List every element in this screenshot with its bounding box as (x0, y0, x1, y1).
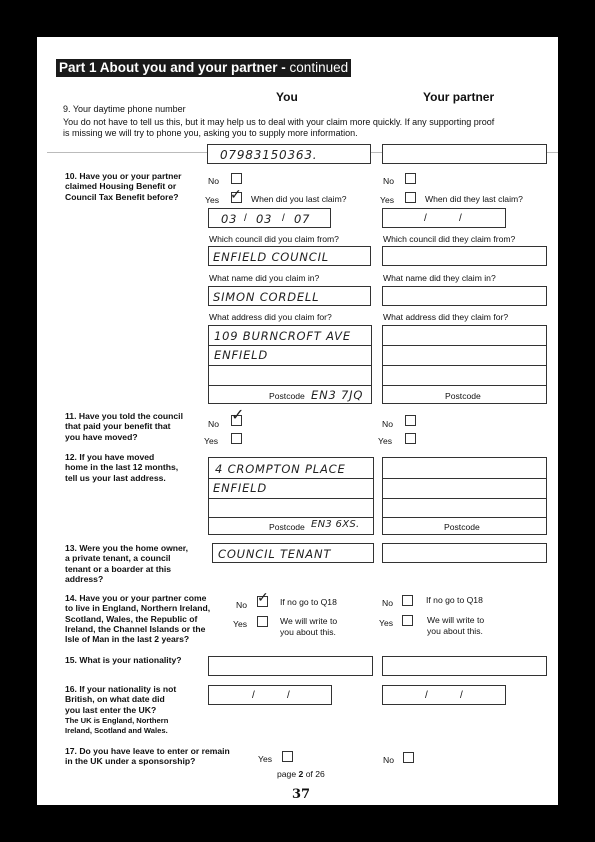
q16-note (65, 716, 168, 736)
address-line-rule (383, 498, 546, 499)
q17-line-1: 17. Do you have leave to enter or remain (65, 746, 230, 756)
q12-line-1: 12. If you have moved (65, 452, 155, 462)
q10-line-3: Council Tax Benefit before? (65, 191, 179, 202)
q10-you-yes-label: Yes (205, 195, 220, 205)
q10-you-yes-tick: ✓ (230, 186, 242, 202)
q10-partner-date-field[interactable] (382, 208, 506, 228)
address-line-rule (209, 365, 371, 366)
date-sep: / (460, 690, 463, 701)
date-sep: / (252, 690, 255, 701)
q16-note-line-1: The UK is England, Northern (65, 716, 169, 725)
q16-line-2: British, on what date did (65, 694, 165, 705)
q12-postcode-value: EN3 6XS. (311, 519, 360, 530)
q14-question (65, 593, 210, 644)
address-line-rule (209, 345, 371, 346)
address-line-rule (209, 498, 373, 499)
q13-question (65, 543, 188, 584)
q10-partner-yes-checkbox[interactable] (405, 192, 416, 203)
q11-you-yes-label: Yes (204, 436, 219, 446)
q10-when-partner-label: When did they last claim? (425, 194, 523, 204)
q10-partner-yes-label: Yes (380, 195, 395, 205)
q9-you-phone-value: 07983150363. (220, 148, 318, 162)
form-page (37, 37, 558, 805)
section-continued: continued (289, 60, 349, 75)
page-number (277, 769, 325, 779)
address-line-rule (209, 517, 373, 518)
q10-council-partner-label: Which council did they claim from? (383, 234, 516, 244)
address-line-rule (383, 517, 546, 518)
page-num: 2 (298, 769, 304, 779)
column-you: You (276, 90, 298, 104)
q11-line-3: you have moved? (65, 431, 138, 442)
q11-partner-yes-checkbox[interactable] (405, 433, 416, 444)
postcode-label: Postcode (444, 522, 480, 532)
q10-you-council-value: ENFIELD COUNCIL (213, 250, 329, 264)
q13-you-value: COUNCIL TENANT (218, 547, 332, 561)
q14-you-will-write-1: We will write to (280, 616, 338, 626)
date-sep: / (287, 690, 290, 701)
q11-line-2: that paid your benefit that (65, 421, 171, 432)
q14-you-yes-label: Yes (233, 619, 248, 629)
q14-you-if-no-text: If no go to Q18 (280, 597, 337, 607)
q12-question (65, 452, 178, 483)
q14-line-3: Scotland, Wales, the Republic of (65, 613, 198, 624)
q14-line-4: Ireland, the Channel Islands or the (65, 623, 206, 634)
q17-partner-no-checkbox[interactable] (403, 752, 414, 763)
q10-line-2: claimed Housing Benefit or (65, 181, 177, 192)
page-prefix: page (277, 769, 297, 779)
q10-you-council-field[interactable] (208, 246, 371, 266)
q12-line-2: home in the last 12 months, (65, 462, 179, 473)
date-sep: / (282, 213, 285, 224)
q15-you-field[interactable] (208, 656, 373, 676)
q10-addr-you-label: What address did you claim for? (209, 312, 332, 322)
postcode-label: Postcode (269, 522, 305, 532)
q12-address-line-1: 4 CROMPTON PLACE (215, 462, 346, 476)
date-sep: / (244, 213, 247, 224)
q14-partner-no-checkbox[interactable] (402, 595, 413, 606)
q13-line-4: address? (65, 573, 104, 584)
q13-partner-field[interactable] (382, 543, 547, 563)
q10-when-you-label: When did you last claim? (251, 194, 347, 204)
q12-partner-address-field[interactable] (382, 457, 547, 535)
q17-you-yes-label: Yes (258, 754, 273, 764)
q17-line-2: in the UK under a sponsorship? (65, 756, 196, 767)
q10-you-postcode-value: EN3 7JQ (311, 388, 364, 402)
q11-you-no-tick: ✓ (231, 407, 245, 424)
q10-question (65, 171, 182, 202)
q17-question (65, 746, 230, 767)
q16-line-1: 16. If your nationality is not (65, 684, 177, 694)
q13-line-1: 13. Were you the home owner, (65, 543, 189, 553)
q11-partner-yes-label: Yes (378, 436, 393, 446)
date-sep: / (459, 213, 462, 224)
q14-partner-yes-checkbox[interactable] (402, 615, 413, 626)
section-title: Part 1 About you and your partner - (59, 60, 286, 75)
q13-line-2: a private tenant, a council (65, 553, 171, 564)
q11-partner-no-label: No (382, 419, 393, 429)
q10-you-address-line-1: 109 BURNCROFT AVE (214, 329, 351, 343)
q9-desc-2: is missing we will try to phone you, asking you to supply more information. (63, 128, 358, 138)
q14-partner-will-write-2: you about this. (427, 626, 483, 636)
address-line-rule (209, 478, 373, 479)
date-sep: / (425, 690, 428, 701)
q10-name-you-label: What name did you claim in? (209, 273, 320, 283)
postcode-label: Postcode (445, 391, 481, 401)
q13-you-field[interactable] (212, 543, 374, 563)
date-day: 03 (221, 212, 238, 226)
q12-address-line-2: ENFIELD (213, 481, 268, 495)
page-stamp: 37 (292, 787, 311, 802)
q10-partner-no-label: No (383, 176, 394, 186)
q14-partner-no-label: No (382, 598, 393, 608)
address-line-rule (383, 385, 546, 386)
q17-partner-no-label: No (383, 755, 394, 765)
q11-question (65, 411, 183, 442)
q14-partner-if-no-text: If no go to Q18 (426, 595, 483, 605)
q11-you-yes-checkbox[interactable] (231, 433, 242, 444)
q10-name-partner-label: What name did they claim in? (383, 273, 496, 283)
date-year: 07 (294, 212, 311, 226)
q14-partner-will-write-1: We will write to (427, 615, 485, 625)
q14-line-1: 14. Have you or your partner come (65, 593, 207, 603)
q9-you-phone-field[interactable] (207, 144, 371, 164)
q15-question: 15. What is your nationality? (65, 655, 182, 665)
q16-note-line-2: Ireland, Scotland and Wales. (65, 726, 168, 735)
q16-line-3: you last enter the UK? (65, 704, 157, 715)
q10-you-address-line-2: ENFIELD (214, 348, 269, 362)
q11-you-no-label: No (208, 419, 219, 429)
address-line-rule (383, 345, 546, 346)
q11-line-1: 11. Have you told the council (65, 411, 183, 421)
q10-you-address-field[interactable] (208, 325, 372, 404)
q14-you-no-tick: ✓ (257, 589, 269, 605)
q14-you-will-write-2: you about this. (280, 627, 336, 637)
q10-line-1: 10. Have you or your partner (65, 171, 182, 181)
q17-you-yes-checkbox[interactable] (282, 751, 293, 762)
column-partner: Your partner (423, 90, 495, 104)
q10-you-name-field[interactable] (208, 286, 371, 306)
date-month: 03 (256, 212, 273, 226)
q14-partner-yes-label: Yes (379, 618, 394, 628)
q14-line-2: to live in England, Northern Ireland, (65, 603, 211, 614)
q11-partner-no-checkbox[interactable] (405, 415, 416, 426)
q13-line-3: tenant or a boarder at this (65, 563, 172, 574)
q10-you-no-label: No (208, 176, 219, 186)
q14-you-no-label: No (236, 600, 247, 610)
q10-partner-no-checkbox[interactable] (405, 173, 416, 184)
q10-partner-name-field[interactable] (382, 286, 547, 306)
q9-partner-phone-field[interactable] (382, 144, 547, 164)
q12-you-address-field[interactable] (208, 457, 374, 535)
q15-partner-field[interactable] (382, 656, 547, 676)
q9-title: 9. Your daytime phone number (63, 104, 186, 114)
q10-addr-partner-label: What address did they claim for? (383, 312, 509, 322)
q14-you-yes-checkbox[interactable] (257, 616, 268, 627)
q10-council-you-label: Which council did you claim from? (209, 234, 339, 244)
q10-you-date-field[interactable] (208, 208, 331, 228)
q16-question (65, 684, 176, 715)
q16-partner-date-field[interactable] (382, 685, 506, 705)
q14-line-5: Isle of Man in the last 2 years? (65, 634, 190, 645)
q10-partner-address-field[interactable] (382, 325, 547, 404)
section-header (56, 59, 351, 77)
q10-you-no-checkbox[interactable] (231, 173, 242, 184)
q10-partner-council-field[interactable] (382, 246, 547, 266)
date-sep: / (424, 213, 427, 224)
q10-you-name-value: SIMON CORDELL (213, 290, 320, 304)
address-line-rule (209, 385, 371, 386)
q12-line-3: tell us your last address. (65, 472, 166, 483)
postcode-label: Postcode (269, 391, 305, 401)
page-suffix: of 26 (305, 769, 325, 779)
q9-desc-1: You do not have to tell us this, but it may help us to deal with your claim more quickly. If any supporting proof (63, 117, 495, 127)
address-line-rule (383, 365, 546, 366)
q16-you-date-field[interactable] (208, 685, 332, 705)
address-line-rule (383, 478, 546, 479)
